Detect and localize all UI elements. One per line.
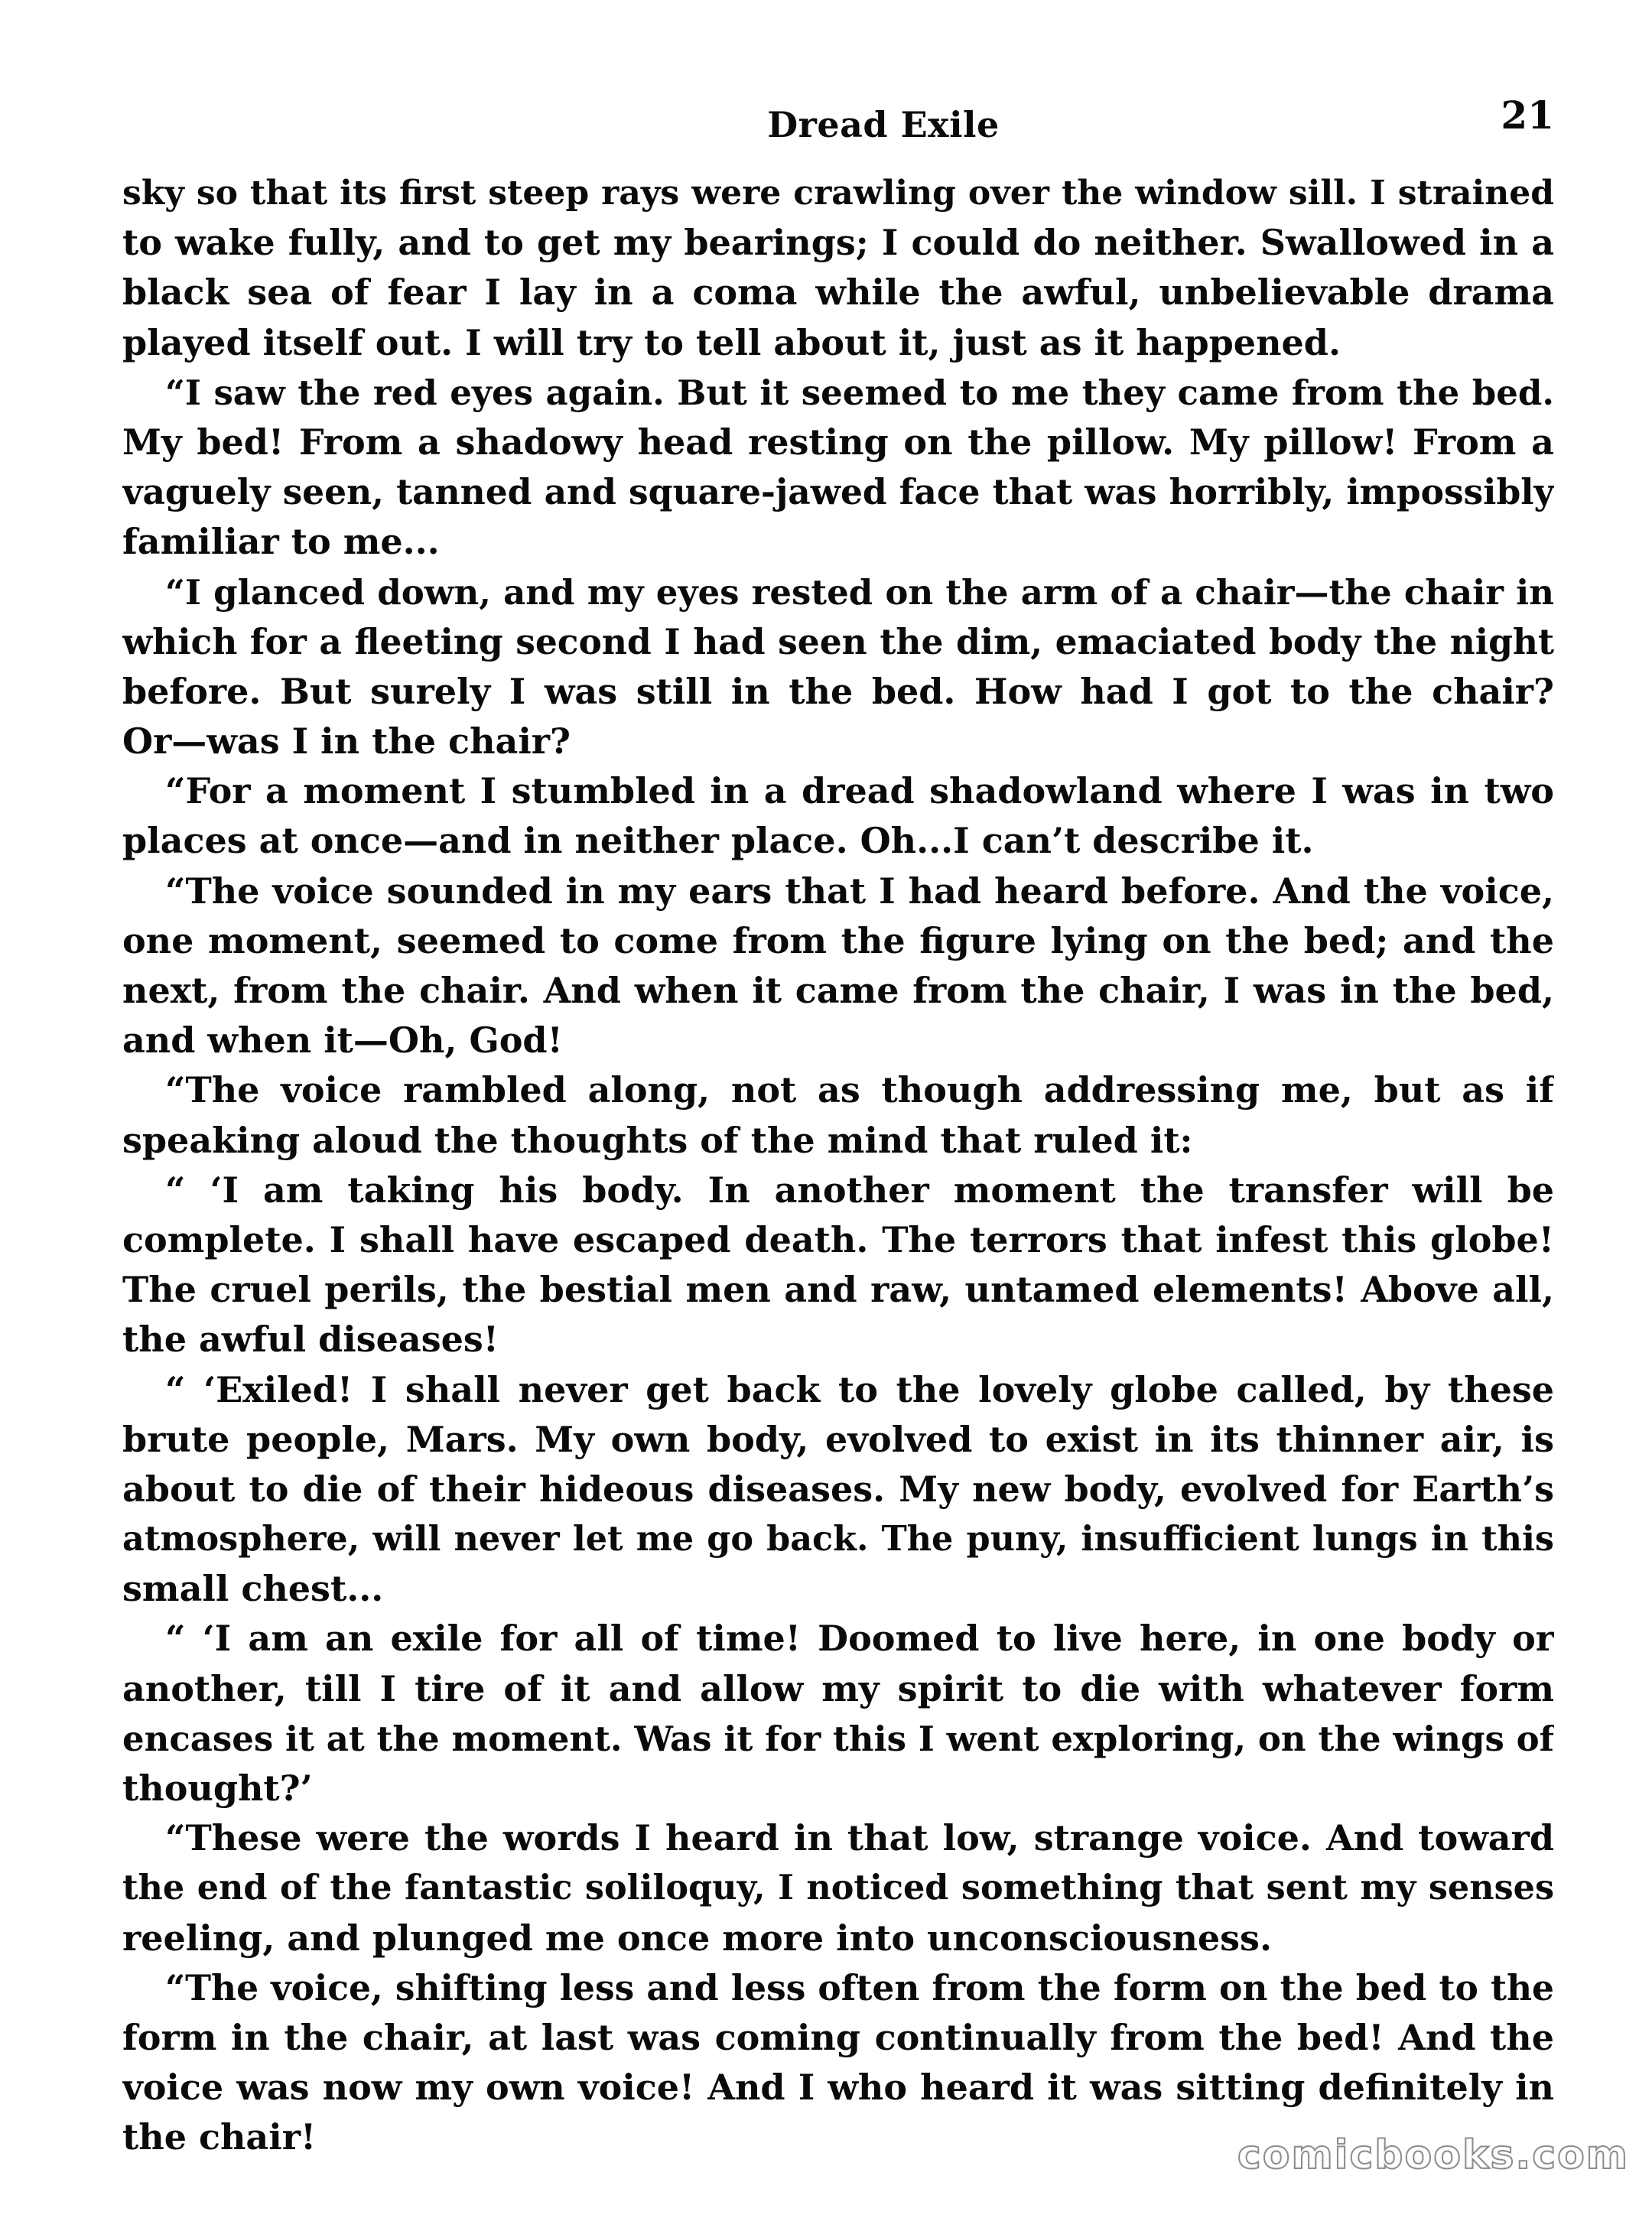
text-line: vaguely seen, tanned and square-jawed face that was horribly, impossibly — [122, 471, 1554, 513]
text-line: “ ‘I am taking his body. In another moment the transfer will be — [165, 1169, 1554, 1211]
running-head-title: Dread Exile — [767, 104, 1000, 145]
text-line: brute people, Mars. My own body, evolved to exist in its thinner air, is — [122, 1418, 1554, 1460]
text-line: “These were the words I heard in that low, strange voice. And toward — [165, 1817, 1554, 1859]
text-line: Or—was I in the chair? — [122, 720, 571, 763]
page-number: 21 — [1501, 93, 1554, 138]
text-line: My bed! From a shadowy head resting on the pillow. My pillow! From a — [122, 421, 1554, 463]
text-line: “ ‘I am an exile for all of time! Doomed to live here, in one body or — [165, 1618, 1554, 1660]
text-line: “The voice sounded in my ears that I had heard before. And the voice, — [165, 870, 1554, 912]
text-line: sky so that its first steep rays were crawling over the window sill. I strained — [122, 174, 1554, 213]
text-line: “I glanced down, and my eyes rested on the arm of a chair—the chair in — [165, 571, 1554, 613]
text-line: The cruel perils, the bestial men and raw, untamed elements! Above all, — [122, 1269, 1554, 1311]
text-line: the chair! — [122, 2116, 317, 2158]
text-line: “The voice, shifting less and less often from the form on the bed to the — [165, 1966, 1554, 2008]
text-line: form in the chair, at last was coming continually from the bed! And the — [122, 2016, 1554, 2058]
body-text — [122, 168, 1554, 2163]
text-line: which for a fleeting second I had seen the dim, emaciated body the night — [122, 620, 1554, 662]
text-line: voice was now my own voice! And I who heard it was sitting definitely in — [122, 2067, 1554, 2109]
text-line: complete. I shall have escaped death. The terrors that infest this globe! — [122, 1218, 1554, 1260]
running-head — [0, 93, 1652, 151]
text-line: black sea of fear I lay in a coma while the awful, unbelievable drama — [122, 272, 1554, 314]
text-line: speaking aloud the thoughts of the mind that ruled it: — [122, 1119, 1193, 1161]
text-line: and when it—Oh, God! — [122, 1020, 563, 1062]
text-line: reeling, and plunged me once more into unconsciousness. — [122, 1917, 1272, 1959]
text-line: the awful diseases! — [122, 1319, 499, 1361]
text-line: encases it at the moment. Was it for this I went exploring, on the wings of — [122, 1718, 1554, 1759]
text-line: about to die of their hideous diseases. My new body, evolved for Earth’s — [122, 1468, 1554, 1510]
text-line: before. But surely I was still in the bed. How had I got to the chair? — [122, 670, 1554, 712]
text-line: “The voice rambled along, not as though addressing me, but as if — [165, 1069, 1554, 1111]
watermark-logo: comicbooks.com — [1237, 2132, 1629, 2178]
text-line: places at once—and in neither place. Oh...I can’t describe it. — [122, 820, 1314, 862]
text-line: “For a moment I stumbled in a dread shadowland where I was in two — [165, 770, 1554, 812]
text-line: next, from the chair. And when it came from the chair, I was in the bed, — [122, 970, 1554, 1011]
text-line: “I saw the red eyes again. But it seemed to me they came from the bed. — [165, 372, 1554, 413]
text-line: thought?’ — [122, 1768, 313, 1809]
text-line: small chest... — [122, 1568, 384, 1610]
text-line: one moment, seemed to come from the figure lying on the bed; and the — [122, 919, 1554, 961]
text-line: the end of the fantastic soliloquy, I noticed something that sent my senses — [122, 1868, 1554, 1908]
text-line: to wake fully, and to get my bearings; I could do neither. Swallowed in a — [122, 222, 1554, 264]
text-line: another, till I tire of it and allow my spirit to die with whatever form — [122, 1667, 1554, 1709]
text-line: familiar to me... — [122, 521, 440, 563]
text-line: played itself out. I will try to tell about it, just as it happened. — [122, 321, 1341, 363]
text-line: “ ‘Exiled! I shall never get back to the lovely globe called, by these — [165, 1368, 1554, 1410]
text-line: atmosphere, will never let me go back. The puny, insufficient lungs in this — [122, 1519, 1554, 1559]
